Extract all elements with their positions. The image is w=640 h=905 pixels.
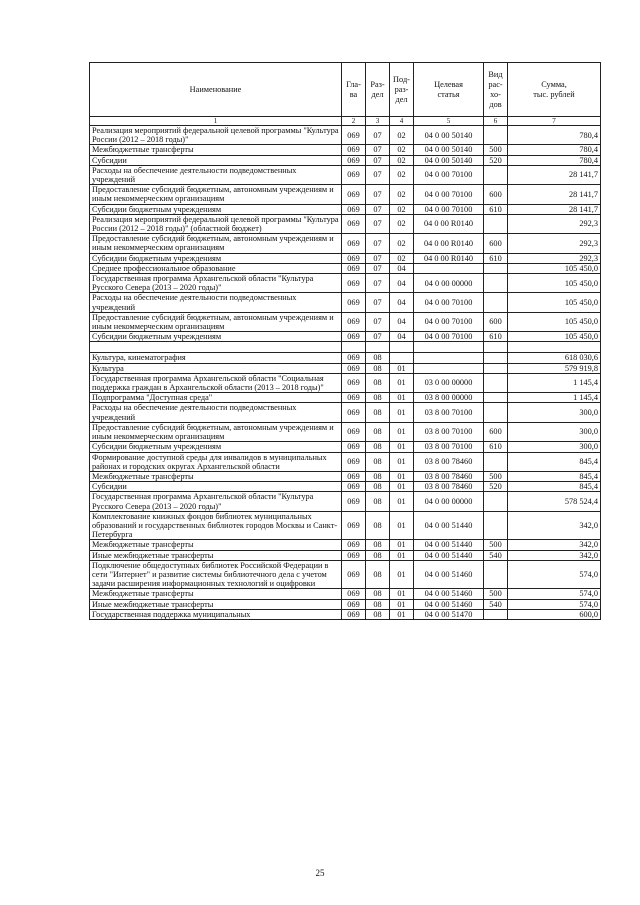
row-chapter: 069 [342,422,366,441]
row-subsection: 01 [390,589,414,599]
row-subsection: 01 [390,422,414,441]
row-target: 03 8 00 70100 [414,442,484,452]
table-row [90,442,601,452]
col-number: 1 [90,117,342,126]
row-amount: 600,0 [508,609,601,619]
row-exp-type [484,214,508,233]
row-amount: 105 450,0 [508,293,601,312]
row-exp-type [484,342,508,353]
row-subsection: 01 [390,393,414,403]
row-name: Межбюджетные трансферты [90,540,342,550]
row-name: Межбюджетные трансферты [90,145,342,155]
row-exp-type [484,492,508,511]
row-subsection: 01 [390,492,414,511]
row-name: Расходы на обеспечение деятельности подведомственных учреждений [90,403,342,422]
row-exp-type [484,363,508,373]
row-exp-type [484,126,508,145]
row-chapter: 069 [342,492,366,511]
row-exp-type: 540 [484,599,508,609]
row-amount: 1 145,4 [508,393,601,403]
row-subsection: 02 [390,253,414,263]
row-exp-type: 610 [484,253,508,263]
row-amount: 300,0 [508,442,601,452]
row-amount: 780,4 [508,145,601,155]
row-target: 04 0 00 51440 [414,550,484,560]
row-exp-type: 500 [484,589,508,599]
header-subsection: Под- раз- дел [390,63,414,117]
row-subsection: 01 [390,609,414,619]
table-row [90,145,601,155]
row-name: Субсидии [90,482,342,492]
row-name: Иные межбюджетные трансферты [90,550,342,560]
row-chapter: 069 [342,126,366,145]
table-row [90,452,601,471]
row-target: 03 8 00 78460 [414,452,484,471]
row-section: 08 [366,452,390,471]
row-subsection: 01 [390,482,414,492]
row-name: Государственная программа Архангельской области "Культура Русского Севера (2013 – 2020 годы)" [90,274,342,293]
row-section: 07 [366,312,390,331]
row-exp-type: 610 [484,204,508,214]
row-target [414,363,484,373]
row-amount: 342,0 [508,540,601,550]
row-chapter: 069 [342,332,366,342]
row-section: 08 [366,393,390,403]
row-amount: 574,0 [508,560,601,589]
row-chapter: 069 [342,589,366,599]
row-section: 08 [366,492,390,511]
row-target: 04 0 00 51440 [414,511,484,540]
row-exp-type [484,560,508,589]
row-target: 04 0 00 70100 [414,312,484,331]
row-amount: 105 450,0 [508,274,601,293]
column-number-row [90,117,601,126]
row-section: 08 [366,540,390,550]
row-exp-type [484,452,508,471]
row-section: 07 [366,293,390,312]
table-row [90,353,601,363]
row-name: Подпрограмма "Доступная среда" [90,393,342,403]
row-chapter: 069 [342,471,366,481]
table-row [90,214,601,233]
row-section: 07 [366,155,390,165]
row-exp-type: 500 [484,471,508,481]
row-name: Межбюджетные трансферты [90,589,342,599]
row-subsection: 02 [390,214,414,233]
row-name: Субсидии бюджетным учреждениям [90,332,342,342]
row-exp-type: 600 [484,422,508,441]
row-chapter: 069 [342,234,366,253]
table-row [90,332,601,342]
row-amount: 578 524,4 [508,492,601,511]
row-amount: 845,4 [508,482,601,492]
row-exp-type: 500 [484,540,508,550]
row-amount: 300,0 [508,403,601,422]
row-subsection: 01 [390,511,414,540]
row-target: 04 0 00 51460 [414,560,484,589]
row-chapter: 069 [342,253,366,263]
row-subsection: 01 [390,599,414,609]
col-number: 4 [390,117,414,126]
row-section: 07 [366,263,390,273]
row-exp-type: 520 [484,482,508,492]
row-chapter: 069 [342,373,366,392]
row-amount: 292,3 [508,234,601,253]
table-row [90,599,601,609]
row-name: Государственная программа Архангельской области "Культура Русского Севера (2013 – 2020 годы)" [90,492,342,511]
row-chapter: 069 [342,599,366,609]
col-number: 2 [342,117,366,126]
row-target: 04 0 00 51460 [414,589,484,599]
row-subsection: 04 [390,332,414,342]
row-subsection: 02 [390,165,414,184]
row-name: Межбюджетные трансферты [90,471,342,481]
row-section: 07 [366,145,390,155]
row-target: 04 0 00 70100 [414,293,484,312]
row-name: Расходы на обеспечение деятельности подведомственных учреждений [90,165,342,184]
row-chapter: 069 [342,540,366,550]
row-name: Реализация мероприятий федеральной целевой программы "Культура России (2012 – 2018 годы)" [90,126,342,145]
table-row [90,126,601,145]
row-exp-type [484,511,508,540]
row-chapter: 069 [342,353,366,363]
row-subsection: 02 [390,185,414,204]
row-subsection: 01 [390,363,414,373]
row-target: 04 0 00 R0140 [414,253,484,263]
row-section: 08 [366,560,390,589]
row-section: 08 [366,363,390,373]
row-chapter: 069 [342,293,366,312]
row-chapter: 069 [342,145,366,155]
row-amount: 105 450,0 [508,332,601,342]
row-section: 08 [366,442,390,452]
row-chapter: 069 [342,363,366,373]
row-chapter: 069 [342,155,366,165]
row-subsection: 04 [390,263,414,273]
row-amount: 618 030,6 [508,353,601,363]
row-name: Среднее профессиональное образование [90,263,342,273]
row-exp-type: 520 [484,155,508,165]
table-row [90,609,601,619]
row-amount: 28 141,7 [508,204,601,214]
row-section: 08 [366,609,390,619]
row-name: Субсидии бюджетным учреждениям [90,253,342,263]
col-number: 7 [508,117,601,126]
row-target [414,342,484,353]
table-row [90,363,601,373]
row-target: 03 8 00 00000 [414,393,484,403]
row-target: 03 8 00 78460 [414,471,484,481]
row-amount: 292,3 [508,253,601,263]
row-subsection: 01 [390,403,414,422]
row-name: Субсидии [90,155,342,165]
table-row [90,403,601,422]
row-name: Государственная программа Архангельской области "Социальная поддержка граждан в Архангельской области (2013 – 2018 годы)" [90,373,342,392]
row-section [366,342,390,353]
row-subsection: 02 [390,234,414,253]
row-exp-type [484,274,508,293]
row-subsection [390,353,414,363]
row-section: 07 [366,185,390,204]
row-target: 04 0 00 00000 [414,492,484,511]
row-name: Иные межбюджетные трансферты [90,599,342,609]
row-section: 08 [366,550,390,560]
row-amount: 780,4 [508,155,601,165]
table-row [90,234,601,253]
row-amount: 342,0 [508,511,601,540]
row-subsection: 02 [390,204,414,214]
table-row [90,155,601,165]
row-subsection: 02 [390,126,414,145]
row-subsection: 01 [390,373,414,392]
row-chapter: 069 [342,452,366,471]
table-row [90,253,601,263]
row-target: 04 0 00 70100 [414,185,484,204]
row-exp-type [484,609,508,619]
row-subsection: 02 [390,155,414,165]
row-name: Расходы на обеспечение деятельности подведомственных учреждений [90,293,342,312]
row-section: 08 [366,471,390,481]
row-chapter: 069 [342,403,366,422]
table-row [90,471,601,481]
row-target [414,263,484,273]
row-chapter: 069 [342,214,366,233]
row-name: Предоставление субсидий бюджетным, автономным учреждениям и иным некоммерческим организациям [90,312,342,331]
row-subsection: 04 [390,293,414,312]
row-chapter: 069 [342,560,366,589]
col-number: 5 [414,117,484,126]
row-subsection: 01 [390,452,414,471]
row-target: 03 8 00 70100 [414,422,484,441]
table-row [90,422,601,441]
row-name: Формирование доступной среды для инвалидов в муниципальных районах и городских округах Архангельской области [90,452,342,471]
row-target: 03 8 00 70100 [414,403,484,422]
row-name: Культура [90,363,342,373]
row-target: 04 0 00 51440 [414,540,484,550]
row-amount: 1 145,4 [508,373,601,392]
row-target: 04 0 00 50140 [414,145,484,155]
table-row [90,482,601,492]
row-name: Предоставление субсидий бюджетным, автономным учреждениям и иным некоммерческим организациям [90,422,342,441]
row-target: 04 0 00 00000 [414,274,484,293]
row-subsection: 01 [390,550,414,560]
row-amount: 292,3 [508,214,601,233]
row-target [414,353,484,363]
row-chapter: 069 [342,185,366,204]
budget-table [89,62,601,620]
row-amount: 574,0 [508,599,601,609]
row-name: Реализация мероприятий федеральной целевой программы "Культура России (2012 – 2018 годы)" (областной бюджет) [90,214,342,233]
table-row [90,560,601,589]
row-section: 07 [366,165,390,184]
row-chapter: 069 [342,550,366,560]
row-section: 07 [366,204,390,214]
table-row [90,540,601,550]
row-section: 07 [366,253,390,263]
row-target: 03 8 00 78460 [414,482,484,492]
row-amount: 845,4 [508,452,601,471]
row-chapter [342,342,366,353]
row-section: 07 [366,274,390,293]
row-amount: 28 141,7 [508,165,601,184]
table-row [90,263,601,273]
row-target: 04 0 00 R0140 [414,214,484,233]
row-section: 08 [366,511,390,540]
row-exp-type: 540 [484,550,508,560]
row-subsection: 01 [390,471,414,481]
row-chapter: 069 [342,274,366,293]
row-section: 08 [366,373,390,392]
table-row [90,165,601,184]
row-target: 04 0 00 R0140 [414,234,484,253]
row-exp-type: 500 [484,145,508,155]
table-row [90,293,601,312]
row-chapter: 069 [342,609,366,619]
table-row [90,204,601,214]
row-target: 04 0 00 50140 [414,155,484,165]
row-section: 07 [366,332,390,342]
row-section: 07 [366,126,390,145]
row-name: Подключение общедоступных библиотек Российской Федерации в сети "Интернет" и развитие системы библиотечного дела с учетом задачи расширения информационных технологий и оцифровки [90,560,342,589]
row-name: Предоставление субсидий бюджетным, автономным учреждениям и иным некоммерческим организациям [90,185,342,204]
row-chapter: 069 [342,165,366,184]
table-row [90,550,601,560]
table-row [90,185,601,204]
row-name: Культура, кинематография [90,353,342,363]
row-exp-type: 600 [484,234,508,253]
row-name: Предоставление субсидий бюджетным, автономным учреждениям и иным некоммерческим организациям [90,234,342,253]
row-chapter: 069 [342,312,366,331]
row-chapter: 069 [342,204,366,214]
row-target: 04 0 00 51470 [414,609,484,619]
row-exp-type [484,373,508,392]
row-name: Комплектование книжных фондов библиотек муниципальных образований и государственных библиотек городов Москвы и Санкт-Петербурга [90,511,342,540]
table-row [90,342,601,353]
row-subsection [390,342,414,353]
col-number: 3 [366,117,390,126]
header-amount: Сумма, тыс. рублей [508,63,601,117]
row-amount: 300,0 [508,422,601,441]
row-subsection: 01 [390,540,414,550]
row-target: 04 0 00 70100 [414,204,484,214]
row-target: 03 0 00 00000 [414,373,484,392]
row-subsection: 01 [390,442,414,452]
row-subsection: 02 [390,145,414,155]
row-section: 08 [366,482,390,492]
table-row [90,312,601,331]
row-chapter: 069 [342,442,366,452]
header-section: Раз- дел [366,63,390,117]
table-row [90,511,601,540]
table-row [90,393,601,403]
row-section: 08 [366,599,390,609]
row-exp-type: 610 [484,442,508,452]
table-row [90,274,601,293]
row-name: Государственная поддержка муниципальных [90,609,342,619]
row-amount: 105 450,0 [508,312,601,331]
row-section: 08 [366,403,390,422]
row-section: 07 [366,234,390,253]
row-chapter: 069 [342,393,366,403]
header-exp-type: Вид рас- хо- дов [484,63,508,117]
row-target: 04 0 00 50140 [414,126,484,145]
row-section: 07 [366,214,390,233]
row-exp-type: 600 [484,312,508,331]
row-amount: 579 919,8 [508,363,601,373]
row-chapter: 069 [342,263,366,273]
row-exp-type [484,393,508,403]
row-exp-type [484,293,508,312]
row-amount: 845,4 [508,471,601,481]
header-chapter: Гла- ва [342,63,366,117]
row-section: 08 [366,589,390,599]
row-exp-type: 610 [484,332,508,342]
page-number: 25 [315,868,325,878]
row-target: 04 0 00 70100 [414,165,484,184]
table-body [90,126,601,620]
table-row [90,373,601,392]
row-exp-type: 600 [484,185,508,204]
col-number: 6 [484,117,508,126]
row-amount: 342,0 [508,550,601,560]
row-exp-type [484,353,508,363]
header-name: Наименование [90,63,342,117]
header-target: Целевая статья [414,63,484,117]
row-subsection: 01 [390,560,414,589]
table-row [90,589,601,599]
row-chapter: 069 [342,482,366,492]
row-amount: 780,4 [508,126,601,145]
row-subsection: 04 [390,312,414,331]
row-section: 08 [366,422,390,441]
row-amount: 574,0 [508,589,601,599]
row-amount [508,342,601,353]
row-amount: 105 450,0 [508,263,601,273]
row-name: Субсидии бюджетным учреждениям [90,204,342,214]
table-header-row [90,63,601,117]
row-amount: 28 141,7 [508,185,601,204]
row-target: 04 0 00 51460 [414,599,484,609]
row-target: 04 0 00 70100 [414,332,484,342]
row-exp-type [484,165,508,184]
row-subsection: 04 [390,274,414,293]
row-exp-type [484,263,508,273]
row-section: 08 [366,353,390,363]
row-name [90,342,342,353]
row-name: Субсидии бюджетным учреждениям [90,442,342,452]
row-exp-type [484,403,508,422]
row-chapter: 069 [342,511,366,540]
table-row [90,492,601,511]
